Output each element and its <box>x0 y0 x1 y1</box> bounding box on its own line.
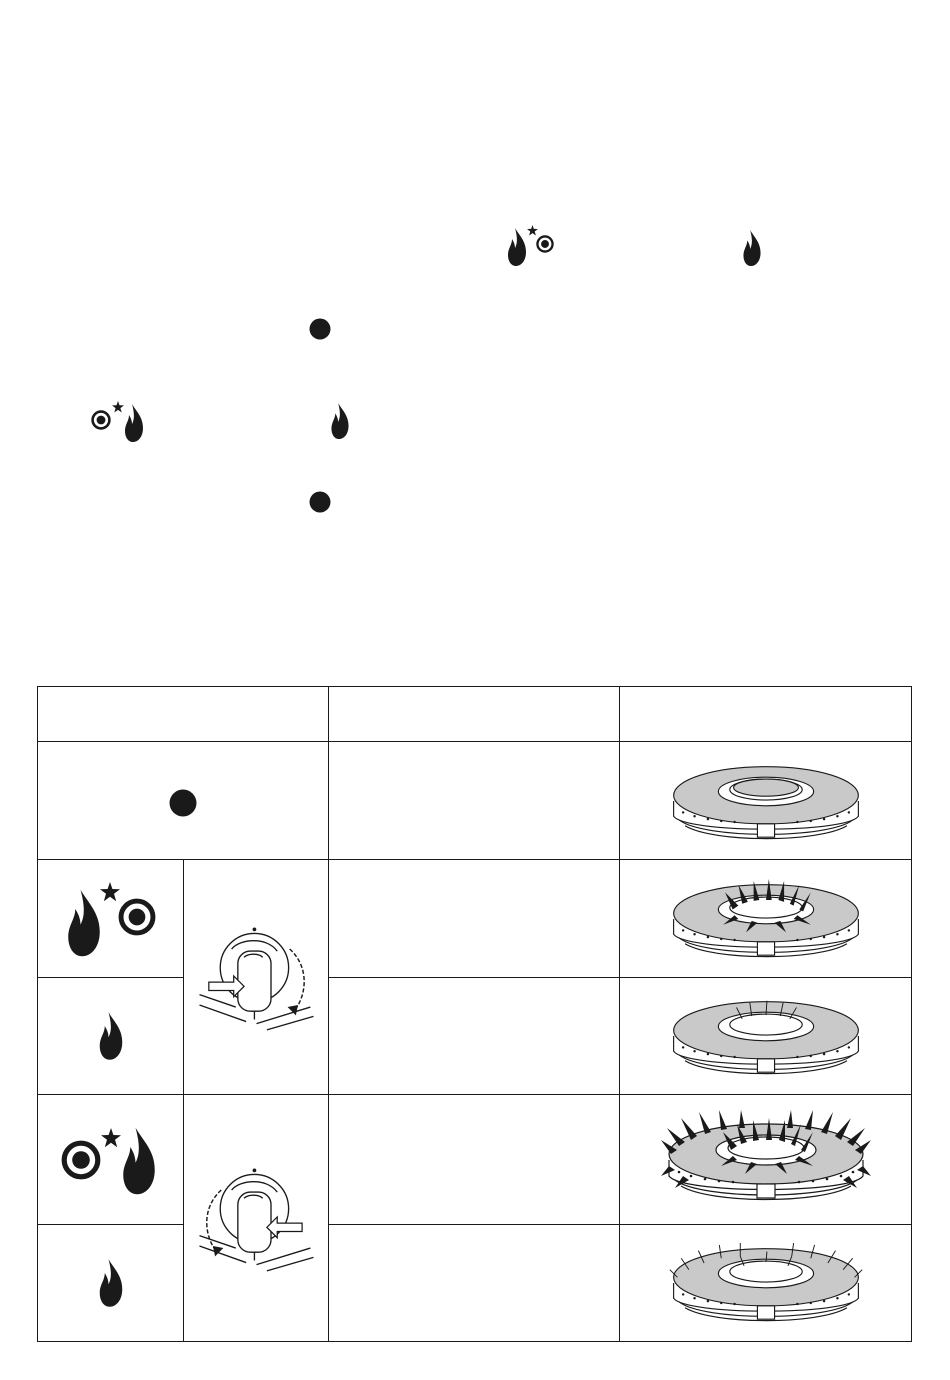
setting-cell <box>38 1095 184 1225</box>
knob-cell <box>184 860 329 1095</box>
burner-cell <box>620 860 912 978</box>
header-cell-description <box>329 687 620 742</box>
small-flame-icon <box>330 402 350 440</box>
header-cell-flame <box>620 687 912 742</box>
description-cell <box>329 742 620 860</box>
small-flame-icon <box>98 1011 124 1061</box>
burner-settings-table <box>37 686 912 1342</box>
flame-ignite-inner-icon <box>64 880 158 958</box>
burner-cell <box>620 1225 912 1342</box>
table-row <box>38 742 912 860</box>
table-row <box>38 1095 912 1225</box>
setting-cell <box>38 742 329 860</box>
burner-outer-min-illustration <box>666 1235 866 1331</box>
description-cell <box>329 978 620 1095</box>
burner-inner-max-illustration <box>666 871 866 967</box>
burner-cell <box>620 1095 912 1225</box>
burner-inner-min-illustration <box>666 988 866 1084</box>
off-dot-icon <box>169 789 197 817</box>
off-dot-icon <box>309 318 331 340</box>
table-row <box>38 860 912 978</box>
setting-cell <box>38 978 184 1095</box>
burner-outer-max-illustration <box>661 1110 871 1210</box>
small-flame-icon <box>742 229 762 267</box>
table-row <box>38 978 912 1095</box>
setting-cell <box>38 860 184 978</box>
small-flame-icon <box>98 1258 124 1308</box>
flame-ignite-inner-icon <box>505 223 555 267</box>
description-cell <box>329 1225 620 1342</box>
flame-ignite-outer-icon <box>91 400 149 444</box>
table-header-row <box>38 687 912 742</box>
description-cell <box>329 860 620 978</box>
burner-off-illustration <box>666 753 866 849</box>
off-dot-icon <box>309 491 331 513</box>
knob-turn-clockwise-illustration <box>194 920 319 1034</box>
knob-turn-counterclockwise-illustration <box>194 1161 319 1275</box>
flame-ignite-outer-icon <box>61 1122 161 1198</box>
table-row <box>38 1225 912 1342</box>
burner-cell <box>620 742 912 860</box>
knob-cell <box>184 1095 329 1342</box>
setting-cell <box>38 1225 184 1342</box>
burner-cell <box>620 978 912 1095</box>
header-cell-setting <box>38 687 329 742</box>
description-cell <box>329 1095 620 1225</box>
